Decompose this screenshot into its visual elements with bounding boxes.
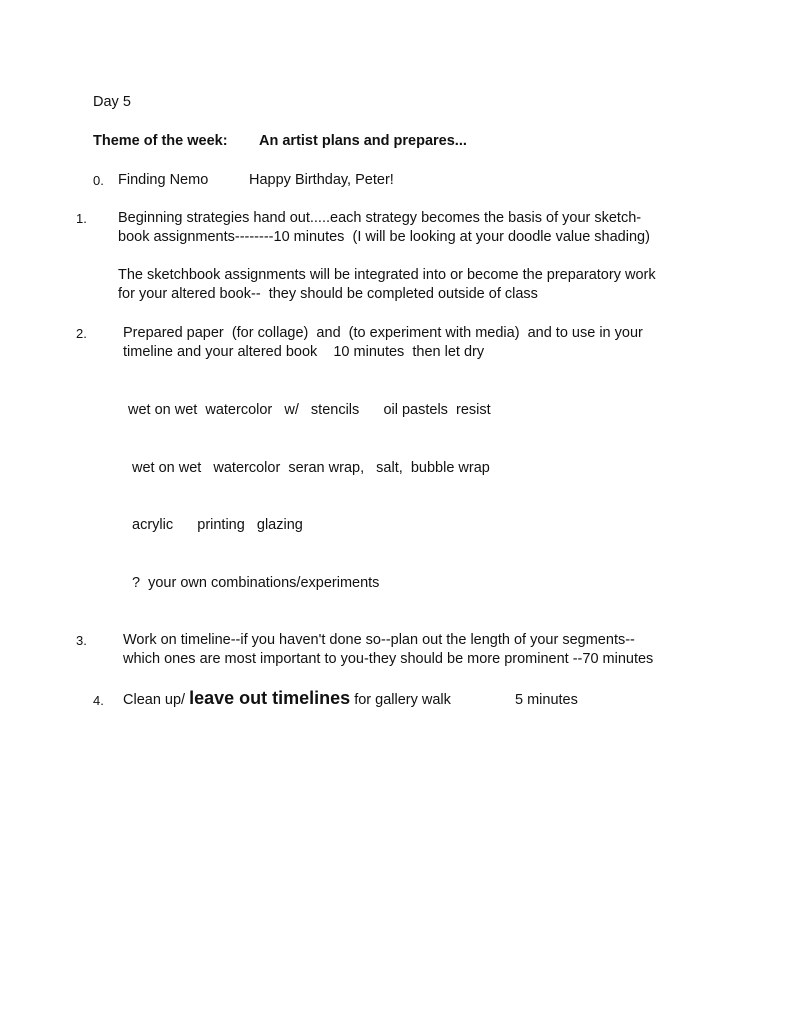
item-3-number: 3. xyxy=(76,633,87,648)
item-1-line-4: for your altered book-- they should be completed outside of class xyxy=(118,286,538,302)
theme-text: An artist plans and prepares... xyxy=(259,133,467,149)
media-option: wet on wet watercolor seran wrap, salt, bubble wrap xyxy=(132,460,490,476)
media-option: ? your own combinations/experiments xyxy=(132,575,380,591)
theme-label: Theme of the week: xyxy=(93,133,228,149)
item-3-line-1: Work on timeline--if you haven't done so--plan out the length of your segments-- xyxy=(123,632,635,648)
item-0-text: Finding Nemo xyxy=(118,172,209,188)
item-4-emphasis: leave out timelines xyxy=(189,688,351,708)
item-4-post: for gallery walk xyxy=(354,692,451,708)
item-1-line-3: The sketchbook assignments will be integrated into or become the preparatory work xyxy=(118,267,656,283)
item-1-line-1: Beginning strategies hand out.....each strategy becomes the basis of your sketch- xyxy=(118,210,642,226)
item-0-number: 0. xyxy=(93,173,104,188)
item-3-line-2: which ones are most important to you-they should be more prominent --70 minutes xyxy=(123,651,654,667)
item-4-time: 5 minutes xyxy=(515,692,578,708)
item-4-pre: Clean up/ xyxy=(123,692,186,708)
day-label: Day 5 xyxy=(93,94,131,110)
item-4-number: 4. xyxy=(93,693,104,708)
item-4-line xyxy=(123,689,451,710)
media-option: wet on wet watercolor w/ stencils oil pastels resist xyxy=(128,402,491,418)
item-0-extra: Happy Birthday, Peter! xyxy=(249,172,394,188)
item-2-line-1: Prepared paper (for collage) and (to experiment with media) and to use in your xyxy=(123,325,643,341)
item-2-number: 2. xyxy=(76,326,87,341)
media-option: acrylic printing glazing xyxy=(132,517,303,533)
item-1-line-2: book assignments--------10 minutes (I will be looking at your doodle value shading) xyxy=(118,229,650,245)
item-2-line-2: timeline and your altered book 10 minutes then let dry xyxy=(123,344,485,360)
item-1-number: 1. xyxy=(76,211,87,226)
